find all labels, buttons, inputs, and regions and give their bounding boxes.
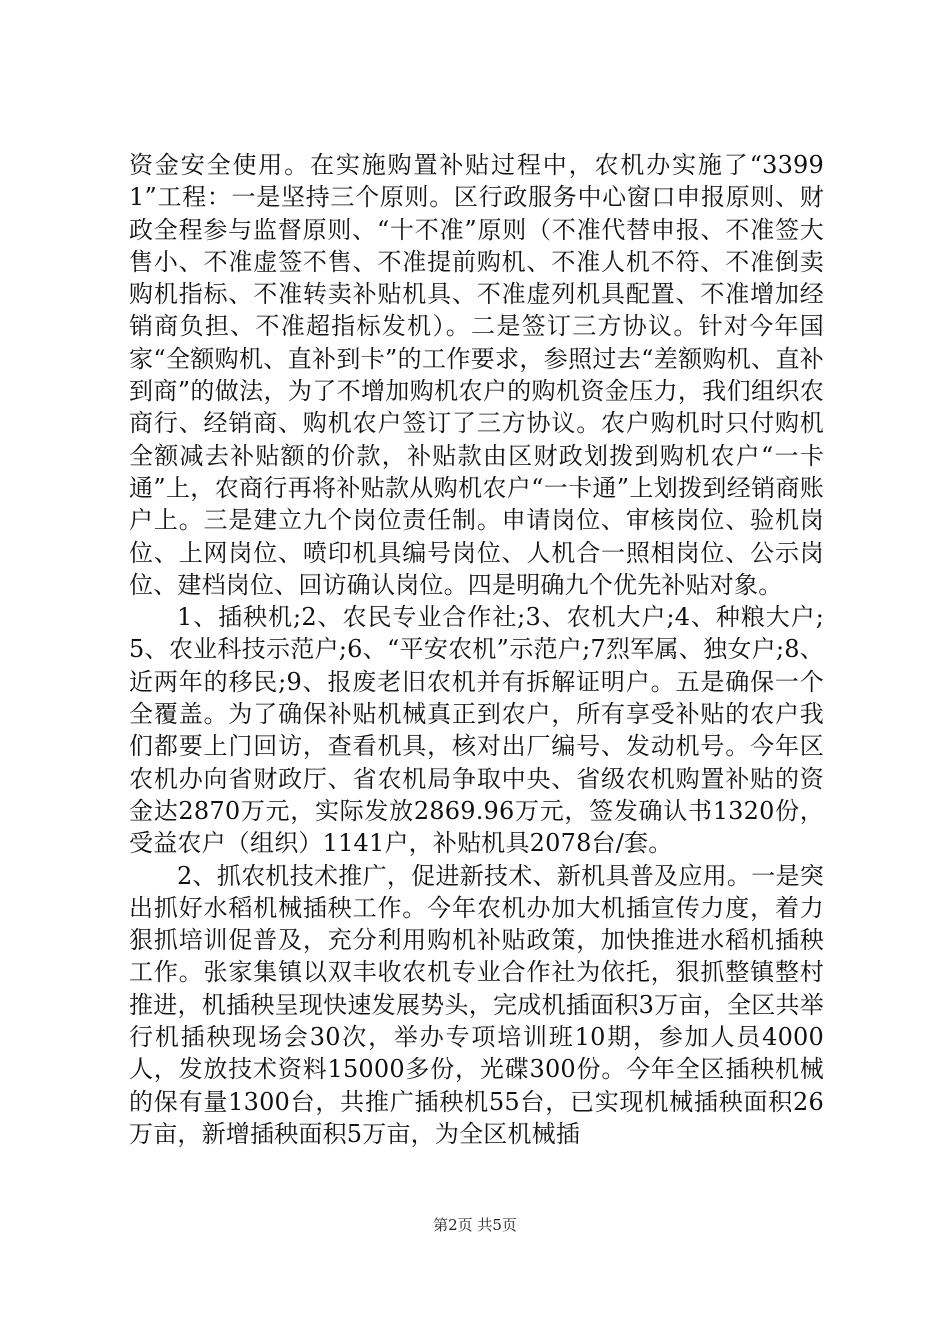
- paragraph-2: 1、插秧机;2、农民专业合作社;3、农机大户;4、种粮大户;5、农业科技示范户;6、“平安农机”示范户;7烈军属、独女户;8、近两年的移民;9、报废老旧农机并有拆解证明户。五是确保一个全覆盖。为了确保补贴机械真正到农户，所有享受补贴的农户我们都要上门回访，查看机具，核对出厂编号、发动机号。今年区农机办向省财政厅、省农机局争取中央、省级农机购置补贴的资金达2870万元，实际发放2869.96万元，签发确认书1320份，受益农户（组织）1141户，补贴机具2078台/套。: [129, 603, 824, 858]
- page-footer: 第2页 共5页: [433, 1216, 517, 1234]
- document-body: [129, 149, 824, 1150]
- paragraph-1: 资金安全使用。在实施购置补贴过程中，农机办实施了“33991”工程：一是坚持三个原则。区行政服务中心窗口申报原则、财政全程参与监督原则、“十不准”原则（不准代替申报、不准签大售小、不准虚签不售、不准提前购机、不准人机不符、不准倒卖购机指标、不准转卖补贴机具、不准虚列机具配置、不准增加经销商负担、不准超指标发机）。二是签订三方协议。针对今年国家“全额购机、直补到卡”的工作要求，参照过去“差额购机、直补到商”的做法，为了不增加购机农户的购机资金压力，我们组织农商行、经销商、购机农户签订了三方协议。农户购机时只付购机全额减去补贴额的价款，补贴款由区财政划拨到购机农户“一卡通”上，农商行再将补贴款从购机农户“一卡通”上划拨到经销商账户上。三是建立九个岗位责任制。申请岗位、审核岗位、验机岗位、上网岗位、喷印机具编号岗位、人机合一照相岗位、公示岗位、建档岗位、回访确认岗位。四是明确九个优先补贴对象。: [129, 151, 824, 599]
- paragraph-3: 2、抓农机技术推广，促进新技术、新机具普及应用。一是突出抓好水稻机械插秧工作。今年农机办加大机插宣传力度，着力狠抓培训促普及，充分利用购机补贴政策，加快推进水稻机插秧工作。张家集镇以双丰收农机专业合作社为依托，狠抓整镇整村推进，机插秧呈现快速发展势头，完成机插面积3万亩，全区共举行机插秧现场会30次，举办专项培训班10期，参加人员4000人，发放技术资料15000多份，光碟300份。今年全区插秧机械的保有量1300台，共推广插秧机55台，已实现机械插秧面积26万亩，新增插秧面积5万亩，为全区机械插: [129, 861, 824, 1148]
